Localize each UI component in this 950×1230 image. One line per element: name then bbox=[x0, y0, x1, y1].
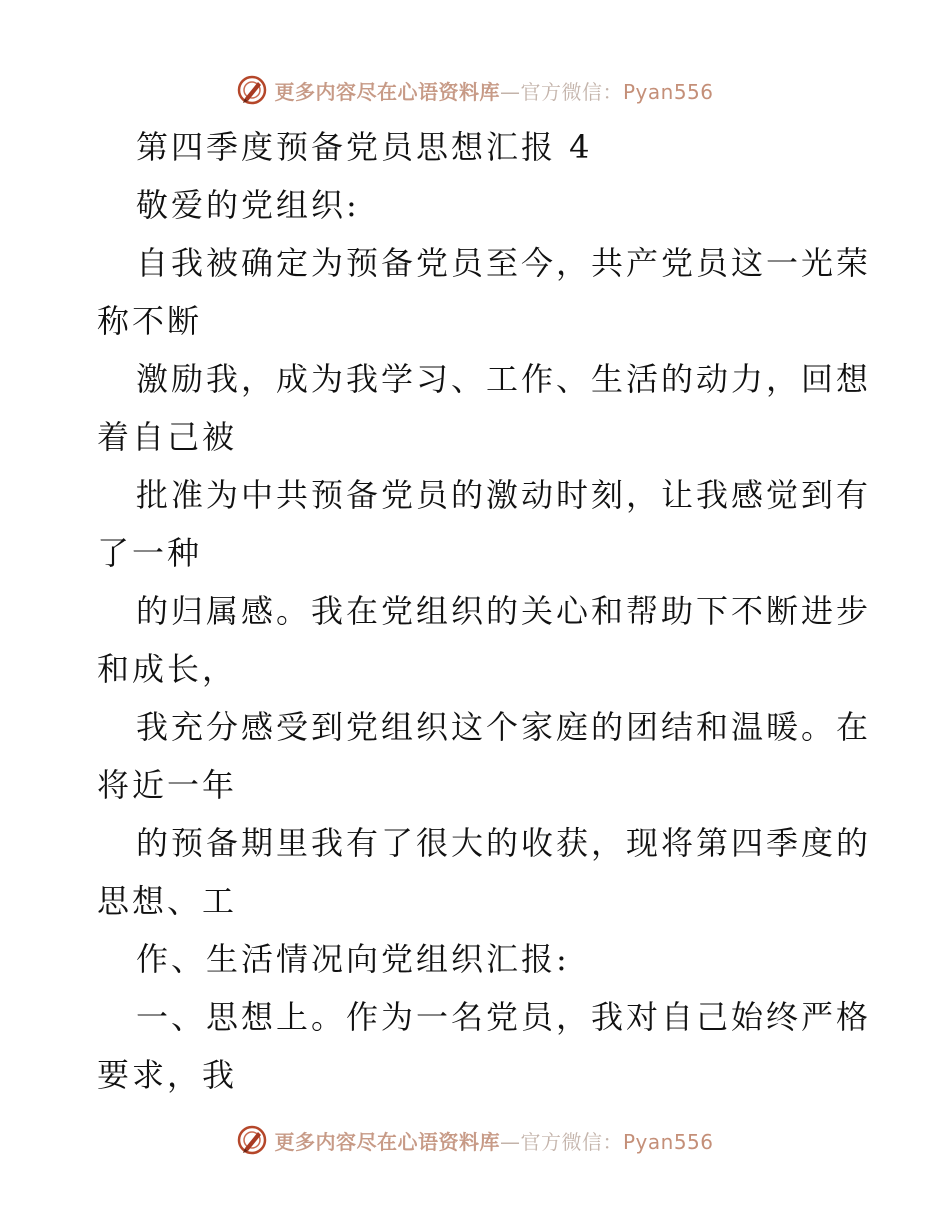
doc-title: 第四季度预备党员思想汇报 4 bbox=[136, 128, 593, 166]
paragraph-line: 称不断 bbox=[97, 302, 203, 340]
paragraph-line: 思想、工 bbox=[97, 882, 238, 920]
pen-logo-icon bbox=[236, 74, 268, 106]
paragraph-line: 自我被确定为预备党员至今，共产党员这一光荣 bbox=[136, 244, 872, 282]
pen-logo-icon bbox=[236, 1124, 268, 1156]
header-watermark bbox=[0, 70, 950, 110]
paragraph-line: 激励我，成为我学习、工作、生活的动力，回想 bbox=[136, 360, 872, 398]
watermark-text: 更多内容尽在心语资料库—官方微信：Pyan556 bbox=[274, 79, 714, 104]
paragraph-line: 批准为中共预备党员的激动时刻，让我感觉到有 bbox=[136, 476, 872, 514]
paragraph-line: 一、思想上。作为一名党员，我对自己始终严格 bbox=[136, 998, 872, 1036]
paragraph-line: 作、生活情况向党组织汇报: bbox=[136, 940, 570, 978]
watermark-text: 更多内容尽在心语资料库—官方微信：Pyan556 bbox=[274, 1129, 714, 1154]
paragraph-line: 将近一年 bbox=[97, 766, 238, 804]
paragraph-line: 的归属感。我在党组织的关心和帮助下不断进步 bbox=[136, 592, 872, 630]
salutation: 敬爱的党组织: bbox=[136, 186, 360, 224]
paragraph-line: 要求，我 bbox=[97, 1056, 238, 1094]
paragraph-line: 的预备期里我有了很大的收获，现将第四季度的 bbox=[136, 824, 872, 862]
footer-watermark bbox=[0, 1120, 950, 1160]
paragraph-line: 着自己被 bbox=[97, 418, 238, 456]
paragraph-line: 和成长， bbox=[97, 650, 238, 688]
paragraph-line: 我充分感受到党组织这个家庭的团结和温暖。在 bbox=[136, 708, 872, 746]
paragraph-line: 了一种 bbox=[97, 534, 203, 572]
